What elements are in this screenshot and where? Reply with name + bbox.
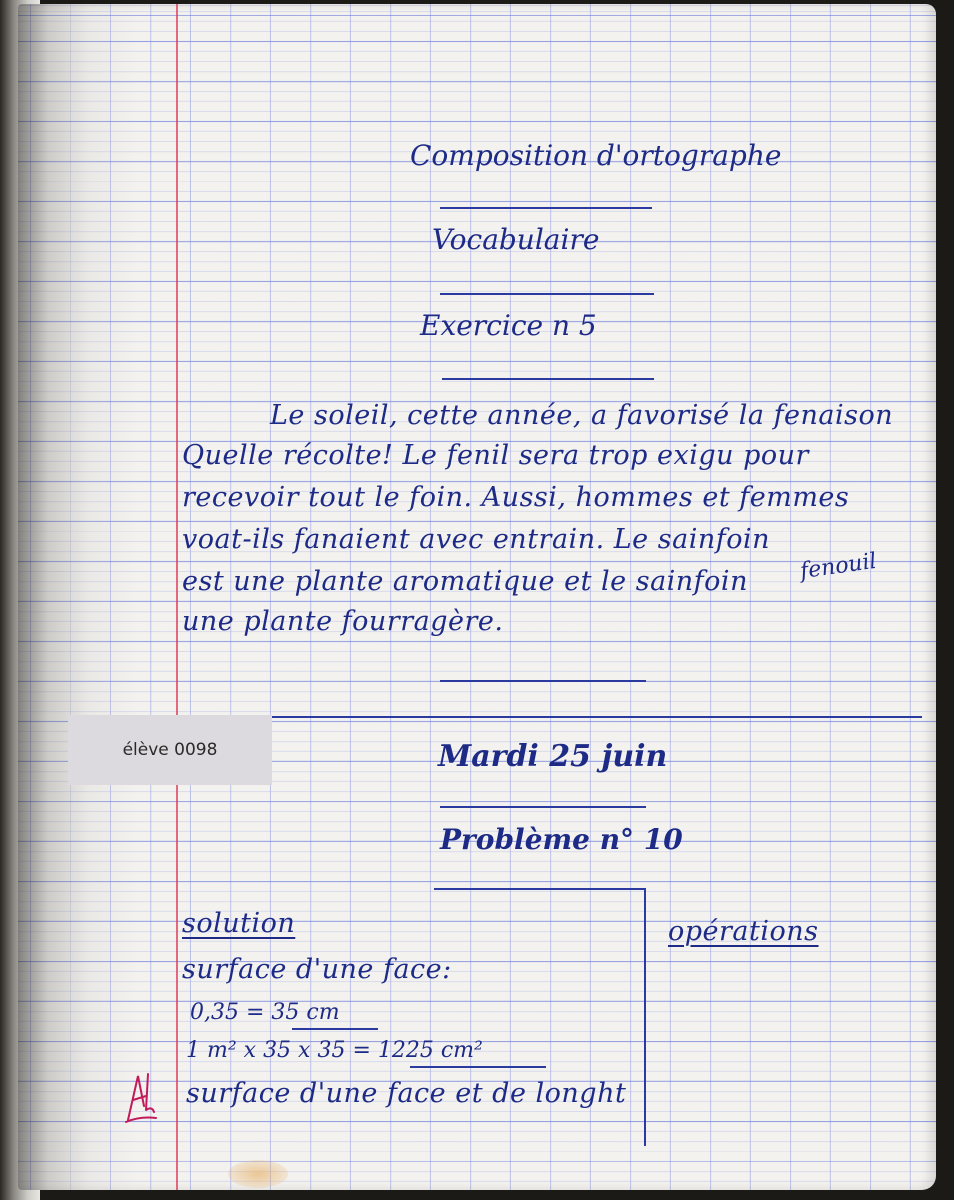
exercise-heading: Exercice n 5 <box>420 309 597 342</box>
column-divider <box>644 888 646 1146</box>
problem-divider <box>434 888 646 890</box>
date-divider <box>440 806 646 808</box>
paper-stain <box>228 1160 288 1188</box>
student-label <box>68 715 272 785</box>
solution-line-1: surface d'une face: <box>182 954 452 985</box>
section-divider <box>440 293 654 295</box>
lesson-separator <box>272 716 922 718</box>
problem-heading: Problème n° 10 <box>440 823 683 856</box>
paragraph-line-3: recevoir tout le foin. Aussi, hommes et femmes <box>182 482 850 513</box>
paragraph-divider <box>440 680 646 682</box>
composition-title: Composition d'ortographe <box>410 139 782 172</box>
teacher-initials-mark <box>124 1066 158 1124</box>
paragraph-line-5: est une plante aromatique et le sainfoin <box>182 566 748 597</box>
margin-line <box>176 4 178 1190</box>
student-label-text: élève 0098 <box>122 740 218 760</box>
solution-line-3-underline <box>410 1066 546 1068</box>
solution-line-4: surface d'une face et de longht <box>186 1078 627 1109</box>
operations-heading: opérations <box>668 916 819 947</box>
solution-heading: solution <box>182 908 296 939</box>
solution-line-3: 1 m² x 35 x 35 = 1225 cm² <box>186 1038 483 1063</box>
correction-word: fenouil <box>798 548 879 585</box>
date-heading: Mardi 25 juin <box>438 739 668 774</box>
paragraph-line-4: voat-ils fanaient avec entrain. Le sainfoin <box>182 524 770 555</box>
title-divider <box>440 207 652 209</box>
section-heading: Vocabulaire <box>432 223 600 256</box>
paragraph-line-6: une plante fourragère. <box>182 606 504 637</box>
solution-line-2-underline <box>292 1028 378 1030</box>
paragraph-line-1: Le soleil, cette année, a favorisé la fenaison <box>270 400 894 431</box>
solution-line-2: 0,35 = 35 cm <box>190 1000 340 1025</box>
exercise-divider <box>442 378 654 380</box>
notebook-page <box>18 4 936 1190</box>
paragraph-line-2: Quelle récolte! Le fenil sera trop exigu pour <box>182 440 809 471</box>
